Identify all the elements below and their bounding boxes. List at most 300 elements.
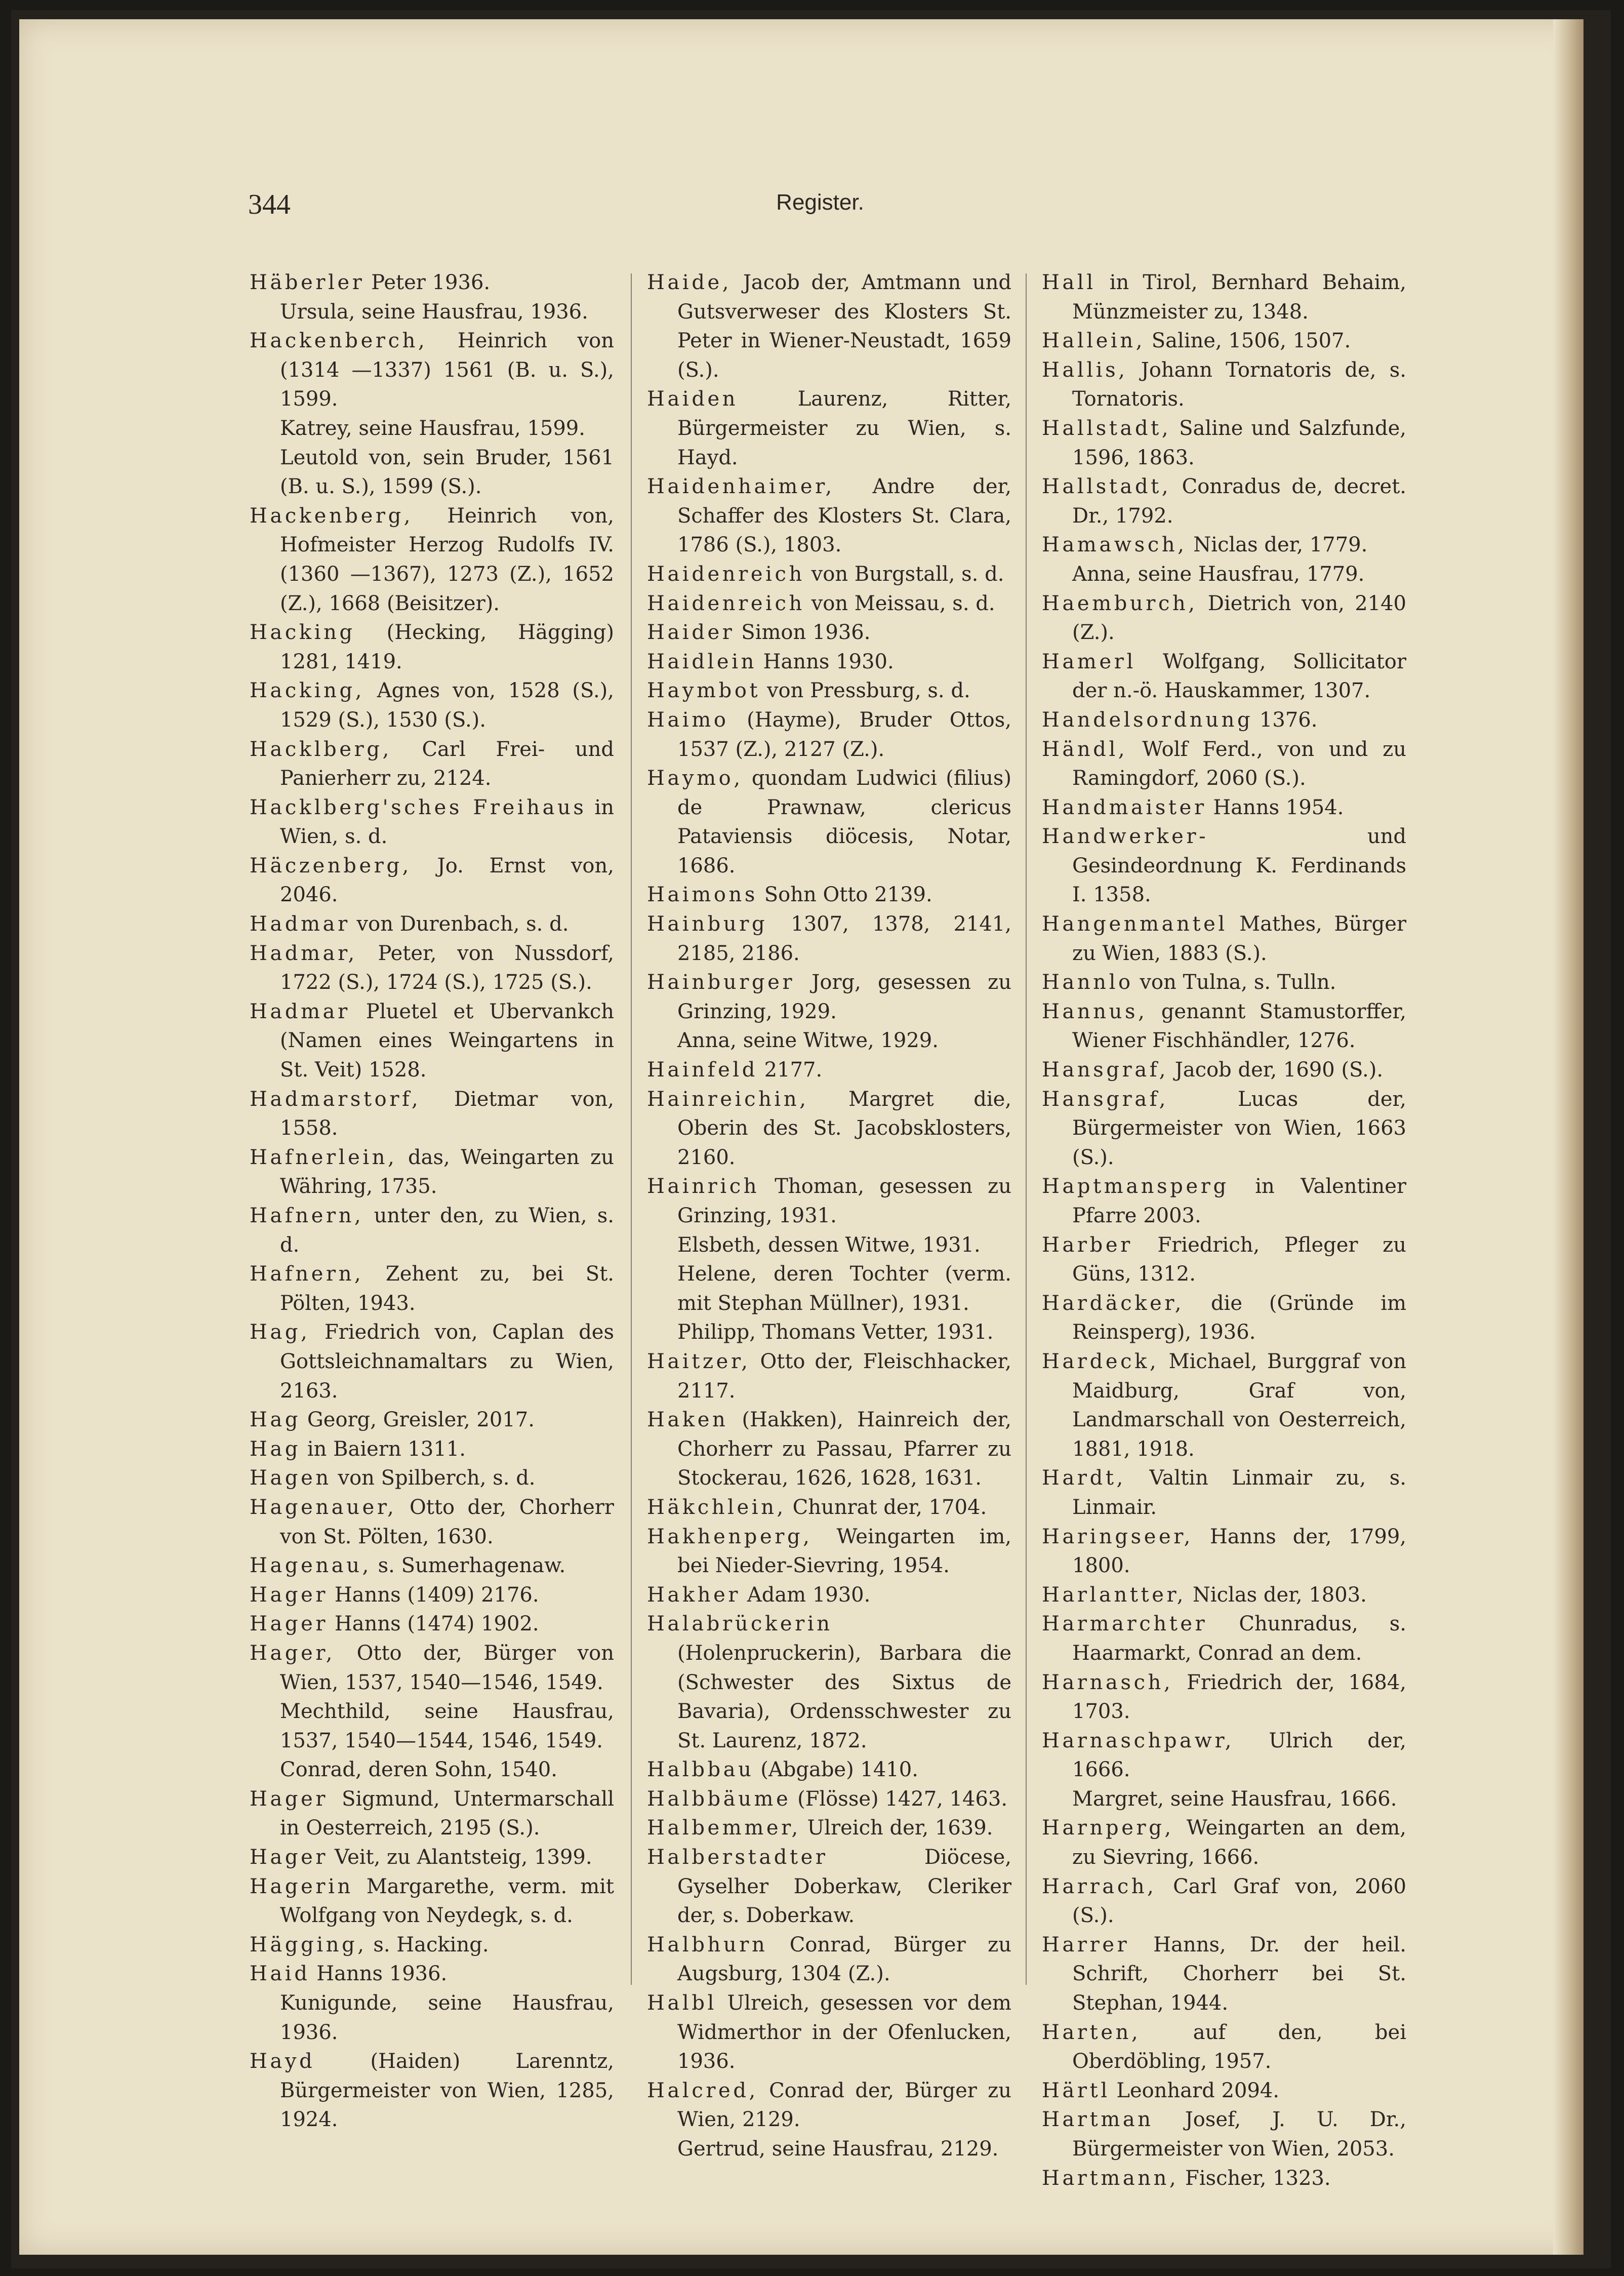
register-entry [647, 1172, 1011, 1230]
register-subentry [250, 414, 614, 444]
entry-text: Otto der, Chorherr von St. Pölten, 1630. [280, 1495, 614, 1548]
entry-text: Conrad, Bürger zu Augsburg, 1304 (Z.). [677, 1933, 1011, 1986]
entry-text: Michael, Burggraf von Maidburg, Graf von, Landmarschall von Oesterreich, 1881, 1918. [1072, 1349, 1406, 1461]
entry-text: Diöcese, Gyselher Doberkaw, Cleriker der, s. Doberkaw. [677, 1846, 1011, 1928]
register-entry [250, 910, 614, 939]
entry-text: von Tulna, s. Tulln. [1133, 971, 1336, 994]
entry-headword: Haimons [647, 883, 758, 907]
entry-text: Ulreich der, 1639. [800, 1816, 993, 1840]
entry-text: von Durenbach, s. d. [350, 912, 569, 936]
entry-headword: Halbbäume [647, 1787, 791, 1811]
entry-headword: Hadmar [250, 1000, 350, 1023]
register-entry [1042, 910, 1406, 968]
register-entry [1042, 1231, 1406, 1289]
register-entry [1042, 1056, 1406, 1085]
register-entry [647, 268, 1011, 385]
register-entry [647, 1610, 1011, 1755]
register-entry [1042, 1931, 1406, 2018]
entry-text: Mechthild, seine Hausfrau, 1537, 1540—1544, 1546, 1549. [280, 1700, 614, 1752]
entry-headword: Haidlein [647, 650, 757, 673]
entry-headword: Hamawsch, [1042, 533, 1187, 557]
entry-headword: Hallstadt, [1042, 475, 1171, 499]
entry-text: Ulreich, gesessen vor dem Widmerthor in der Ofenlucken, 1936. [677, 1991, 1011, 2073]
entry-text: Lucas der, Bürgermeister von Wien, 1663 (S.). [1072, 1087, 1406, 1169]
entry-headword: Hafnern, [250, 1262, 364, 1286]
entry-text: Wolf Ferd., von und zu Ramingdorf, 2060 (S.). [1072, 737, 1406, 790]
entry-text: quondam Ludwici (filius) de Prawnaw, clericus Pataviensis diöcesis, Notar, 1686. [677, 767, 1011, 877]
register-entry [1042, 472, 1406, 531]
register-entry [1042, 2164, 1406, 2193]
entry-headword: Hardt, [1042, 1466, 1126, 1490]
entry-text: Katrey, seine Hausfrau, 1599. [280, 416, 585, 440]
entry-text: Hanns 1954. [1206, 795, 1344, 819]
register-entry [647, 910, 1011, 968]
entry-text: Hanns, Dr. der heil. Schrift, Chorherr bei St. Stephan, 1944. [1072, 1933, 1406, 2015]
entry-text: Helene, deren Tochter (verm. mit Stephan Müllner), 1931. [677, 1262, 1011, 1315]
register-entry [1042, 1172, 1406, 1230]
entry-headword: Hartman [1042, 2108, 1154, 2132]
register-subentry [1042, 560, 1406, 589]
entry-headword: Händl, [1042, 737, 1128, 761]
entry-text: (Hayme), Bruder Ottos, 1537 (Z.), 2127 (Z.). [677, 708, 1011, 761]
running-head: Register. [776, 190, 864, 215]
entry-headword: Haiden [647, 387, 739, 411]
register-entry [1042, 648, 1406, 706]
entry-text: Fischer, 1323. [1179, 2166, 1331, 2190]
register-entry [1042, 968, 1406, 997]
entry-headword: Haemburch, [1042, 591, 1198, 615]
entry-headword: Haidenreich [647, 591, 805, 615]
entry-headword: Hagerin [250, 1874, 353, 1898]
entry-headword: Hainburg [647, 912, 768, 936]
entry-headword: Handmaister [1042, 795, 1207, 819]
entry-text: Conrad, deren Sohn, 1540. [280, 1758, 557, 1782]
entry-headword: Hamerl [1042, 650, 1136, 673]
entry-text: Weingarten an dem, zu Sievring, 1666. [1072, 1816, 1406, 1869]
entry-headword: Harnperg, [1042, 1816, 1174, 1840]
entry-text: Ulrich der, 1666. [1072, 1729, 1406, 1782]
entry-headword: Haken [647, 1408, 728, 1432]
entry-text: s. Hacking. [367, 1933, 489, 1956]
register-entry [647, 472, 1011, 560]
register-entry [250, 1493, 614, 1551]
entry-text: Jacob der, 1690 (S.). [1168, 1058, 1384, 1082]
entry-text: (Holenpruckerin), Barbara die (Schwester des Sixtus de Bavaria), Ordensschwester zu St. Laurenz, 1872. [677, 1641, 1011, 1752]
register-entry [647, 1755, 1011, 1785]
entry-text: Simon 1936. [735, 621, 871, 645]
register-entry [1042, 1464, 1406, 1522]
entry-headword: Hagenauer, [250, 1495, 397, 1519]
register-entry [1042, 1610, 1406, 1668]
register-entry [1042, 997, 1406, 1056]
entry-text: Thoman, gesessen zu Grinzing, 1931. [677, 1175, 1011, 1227]
register-entry [647, 1843, 1011, 1931]
entry-text: s. Sumerhagenaw. [371, 1554, 566, 1578]
entry-text: in Wien, s. d. [280, 795, 614, 849]
register-entry [647, 1406, 1011, 1493]
page-spine-shadow [1553, 19, 1584, 2255]
register-entry [1042, 1085, 1406, 1173]
register-entry [647, 1347, 1011, 1406]
register-subentry [250, 444, 614, 502]
entry-text: Zehent zu, bei St. Pölten, 1943. [280, 1262, 614, 1315]
entry-text: Pluetel et Ubervankch (Namen eines Weingartens in St. Veit) 1528. [280, 1000, 614, 1082]
entry-headword: Hager [250, 1846, 329, 1869]
entry-text: Anna, seine Hausfrau, 1779. [1072, 562, 1365, 586]
register-entry [250, 793, 614, 852]
register-entry [647, 648, 1011, 677]
entry-headword: Hakhenperg, [647, 1525, 813, 1548]
entry-headword: Haimo [647, 708, 729, 732]
entry-headword: Hackenberg, [250, 504, 414, 528]
register-subentry [1042, 1785, 1406, 1814]
entry-headword: Hacking [250, 621, 355, 645]
register-entry [1042, 414, 1406, 472]
entry-text: Peter, von Nussdorf, 1722 (S.), 1724 (S.), 1725 (S.). [280, 941, 614, 994]
register-entry [1042, 706, 1406, 735]
register-entry [1042, 2018, 1406, 2077]
register-entry [250, 1464, 614, 1493]
entry-headword: Haidenreich [647, 562, 805, 586]
entry-headword: Hallstadt, [1042, 416, 1171, 440]
entry-headword: Hadmar, [250, 941, 357, 965]
entry-headword: Hag [250, 1437, 301, 1461]
entry-headword: Hager [250, 1787, 329, 1811]
entry-headword: Härtl [1042, 2079, 1110, 2102]
register-entry [647, 1989, 1011, 2077]
entry-headword: Hansgraf, [1042, 1087, 1169, 1111]
entry-headword: Halcred, [647, 2079, 758, 2102]
entry-text: Elsbeth, dessen Witwe, 1931. [677, 1233, 981, 1257]
entry-headword: Hannlo [1042, 971, 1133, 994]
entry-text: Sohn Otto 2139. [758, 883, 932, 907]
register-subentry [647, 1026, 1011, 1056]
entry-text: 2177. [757, 1058, 823, 1082]
register-entry [647, 1056, 1011, 1085]
register-entry [647, 968, 1011, 1026]
register-entry [250, 1931, 614, 1960]
entry-text: Conrad der, Bürger zu Wien, 2129. [677, 2079, 1011, 2132]
entry-text: Adam 1930. [741, 1583, 871, 1607]
entry-text: Heinrich von (1314 —1337) 1561 (B. u. S.), 1599. [280, 329, 614, 411]
entry-headword: Hangenmantel [1042, 912, 1228, 936]
register-entry [250, 1639, 614, 1697]
register-entry [250, 1260, 614, 1318]
entry-headword: Hagen [250, 1466, 332, 1490]
entry-text: Otto der, Bürger von Wien, 1537, 1540—1546, 1549. [280, 1641, 614, 1694]
register-entry [647, 589, 1011, 619]
page-number: 344 [248, 189, 291, 220]
entry-headword: Hager [250, 1612, 329, 1636]
register-entry [250, 268, 614, 298]
entry-text: Dietrich von, 2140 (Z.). [1072, 591, 1406, 645]
entry-headword: Harnaschpawr, [1042, 1729, 1235, 1752]
entry-text: Laurenz, Ritter, Bürgermeister zu Wien, s. Hayd. [677, 387, 1011, 469]
register-entry [647, 764, 1011, 881]
entry-headword: Häkchlein, [647, 1495, 786, 1519]
register-entry [250, 1202, 614, 1260]
entry-headword: Hakher [647, 1583, 741, 1607]
entry-headword: Hag [250, 1408, 301, 1432]
entry-headword: Haymo, [647, 767, 743, 790]
entry-text: die (Gründe im Reinsperg), 1936. [1072, 1291, 1406, 1344]
register-entry [250, 618, 614, 676]
entry-headword: Hainburger [647, 971, 795, 994]
entry-headword: Haid [250, 1962, 310, 1986]
entry-text: genannt Stamustorffer, Wiener Fischhändler, 1276. [1072, 1000, 1406, 1053]
register-entry [647, 1931, 1011, 1989]
entry-text: Saline und Salzfunde, 1596, 1863. [1072, 416, 1406, 469]
register-entry [647, 1085, 1011, 1173]
entry-text: Hanns (1474) 1902. [328, 1612, 539, 1636]
entry-text: von Spilberch, s. d. [331, 1466, 536, 1490]
register-entry [250, 1960, 614, 1989]
entry-headword: Hagenau, [250, 1554, 372, 1578]
register-entry [1042, 1814, 1406, 1872]
register-subentry [250, 1989, 614, 2047]
register-entry [1042, 531, 1406, 560]
entry-headword: Hackenberch, [250, 329, 428, 353]
register-subentry [647, 1231, 1011, 1260]
register-column-3 [1042, 268, 1406, 2193]
entry-text: auf den, bei Oberdöbling, 1957. [1072, 2020, 1406, 2073]
register-entry [647, 881, 1011, 910]
register-entry [1042, 268, 1406, 327]
entry-text: Weingarten im, bei Nieder-Sievring, 1954. [677, 1525, 1011, 1578]
register-entry [1042, 735, 1406, 793]
entry-text: Agnes von, 1528 (S.), 1529 (S.), 1530 (S.). [280, 679, 614, 732]
entry-text: Hanns 1930. [756, 650, 894, 673]
entry-text: 1376. [1253, 708, 1318, 732]
entry-text: Hanns der, 1799, 1800. [1072, 1525, 1406, 1578]
entry-text: Friedrich von, Caplan des Gottsleichnamaltars zu Wien, 2163. [280, 1321, 614, 1403]
entry-text: Georg, Greisler, 2017. [301, 1408, 535, 1432]
register-entry [647, 676, 1011, 706]
register-entry [1042, 589, 1406, 648]
entry-headword: Hall [1042, 271, 1096, 294]
register-entry [1042, 1523, 1406, 1581]
entry-headword: Haider [647, 621, 735, 645]
entry-headword: Halbhurn [647, 1933, 768, 1956]
entry-text: Friedrich der, 1684, 1703. [1072, 1670, 1406, 1724]
entry-text: Otto der, Fleischhacker, 2117. [677, 1349, 1011, 1403]
register-entry [250, 1785, 614, 1843]
entry-headword: Hannus, [1042, 1000, 1148, 1023]
entry-headword: Häberler [250, 271, 365, 294]
entry-text: Kunigunde, seine Hausfrau, 1936. [280, 1991, 614, 2044]
entry-text: von Burgstall, s. d. [804, 562, 1004, 586]
entry-headword: Harnasch, [1042, 1670, 1173, 1694]
register-subentry [250, 1755, 614, 1785]
entry-headword: Hardäcker, [1042, 1291, 1185, 1315]
entry-text: Johann Tornatoris de, s. Tornatoris. [1072, 358, 1406, 411]
register-entry [250, 1435, 614, 1464]
entry-text: Saline, 1506, 1507. [1145, 329, 1351, 353]
entry-text: und Gesindeordnung K. Ferdinands I. 1358. [1072, 825, 1406, 907]
register-entry [647, 618, 1011, 648]
entry-text: (Flösse) 1427, 1463. [791, 1787, 1008, 1811]
register-subentry [647, 2135, 1011, 2164]
entry-headword: Harmarchter [1042, 1612, 1208, 1636]
register-entry [250, 2047, 614, 2135]
entry-text: Margret, seine Hausfrau, 1666. [1072, 1787, 1397, 1811]
entry-text: Andre der, Schaffer des Klosters St. Clara, 1786 (S.), 1803. [677, 475, 1011, 557]
entry-headword: Hägging, [250, 1933, 367, 1956]
entry-headword: Harten, [1042, 2020, 1141, 2044]
register-entry [647, 1581, 1011, 1610]
entry-text: Jacob der, Amtmann und Gutsverweser des Klosters St. Peter in Wiener-Neustadt, 1659 (S.). [677, 271, 1011, 382]
entry-text: Hanns 1936. [310, 1962, 448, 1986]
entry-text: Gertrud, seine Hausfrau, 2129. [677, 2137, 999, 2161]
entry-headword: Hallis, [1042, 358, 1128, 382]
entry-headword: Halbl [647, 1991, 717, 2015]
entry-text: 1307, 1378, 2141, 2185, 2186. [677, 912, 1011, 965]
register-entry [250, 1085, 614, 1143]
column-divider [1026, 273, 1027, 1985]
entry-text: Friedrich, Pfleger zu Güns, 1312. [1072, 1233, 1406, 1286]
entry-text: Leonhard 2094. [1110, 2079, 1280, 2102]
entry-headword: Hainfeld [647, 1058, 758, 1082]
entry-headword: Häczenberg, [250, 854, 412, 877]
entry-headword: Hainrich [647, 1175, 760, 1199]
register-entry [647, 560, 1011, 589]
register-entry [250, 676, 614, 735]
register-column-1 [250, 268, 614, 2135]
register-entry [250, 1872, 614, 1931]
entry-text: Hanns (1409) 2176. [328, 1583, 539, 1607]
entry-headword: Haidenhaimer, [647, 475, 835, 499]
entry-text: in Valentiner Pfarre 2003. [1072, 1175, 1406, 1227]
entry-text: Veit, zu Alantsteig, 1399. [328, 1846, 592, 1869]
register-entry [250, 939, 614, 997]
entry-headword: Hacklberg, [250, 737, 392, 761]
entry-text: Niclas der, 1779. [1187, 533, 1368, 557]
entry-headword: Haringseer, [1042, 1525, 1193, 1548]
register-entry [250, 997, 614, 1085]
register-entry [647, 706, 1011, 764]
entry-text: Heinrich von, Hofmeister Herzog Rudolfs IV. (1360 —1367), 1273 (Z.), 1652 (Z.), 1668 (Beisitzer). [280, 504, 614, 615]
entry-text: Wolfgang, Sollicitator der n.-ö. Hauskammer, 1307. [1072, 650, 1406, 703]
entry-headword: Hacklberg'sches Freihaus [250, 795, 587, 819]
entry-headword: Harrer [1042, 1933, 1130, 1956]
entry-headword: Hager [250, 1583, 329, 1607]
register-column-2 [647, 268, 1011, 2164]
entry-headword: Hafnern, [250, 1204, 364, 1227]
register-entry [647, 1493, 1011, 1523]
entry-headword: Hartmann, [1042, 2166, 1179, 2190]
entry-text: (Haiden) Larenntz, Bürgermeister von Wien, 1285, 1924. [280, 2050, 614, 2132]
register-entry [1042, 822, 1406, 910]
register-subentry [250, 1697, 614, 1755]
entry-text: Josef, J. U. Dr., Bürgermeister von Wien, 2053. [1072, 2108, 1406, 2161]
entry-headword: Hager, [250, 1641, 336, 1665]
entry-text: Chunrat der, 1704. [786, 1495, 987, 1519]
entry-headword: Harber [1042, 1233, 1133, 1257]
entry-headword: Hayd [250, 2050, 315, 2073]
entry-text: von Pressburg, s. d. [760, 679, 970, 703]
entry-headword: Halabrückerin [647, 1612, 833, 1636]
register-entry [647, 1523, 1011, 1581]
register-entry [1042, 2105, 1406, 2164]
entry-text: Peter 1936. [364, 271, 491, 294]
entry-text: (Hakken), Hainreich der, Chorherr zu Passau, Pfarrer zu Stockerau, 1626, 1628, 1631. [677, 1408, 1011, 1490]
register-entry [1042, 1668, 1406, 1727]
register-entry [1042, 1289, 1406, 1347]
entry-headword: Hadmar [250, 912, 350, 936]
entry-text: Anna, seine Witwe, 1929. [677, 1029, 939, 1053]
register-entry [1042, 327, 1406, 356]
register-subentry [647, 1260, 1011, 1318]
entry-text: Chunradus, s. Haarmarkt, Conrad an dem. [1072, 1612, 1406, 1665]
entry-headword: Hag, [250, 1321, 310, 1344]
entry-text: Niclas der, 1803. [1186, 1583, 1367, 1607]
register-entry [647, 1785, 1011, 1814]
entry-headword: Harrach, [1042, 1874, 1157, 1898]
register-subentry [647, 1318, 1011, 1347]
entry-text: Philipp, Thomans Vetter, 1931. [677, 1321, 994, 1344]
register-entry [250, 1143, 614, 1202]
entry-headword: Handelsordnung [1042, 708, 1253, 732]
entry-text: von Meissau, s. d. [804, 591, 995, 615]
register-entry [250, 327, 614, 414]
column-divider [631, 273, 632, 1985]
entry-headword: Haide, [647, 271, 732, 294]
entry-text: Leutold von, sein Bruder, 1561 (B. u. S.), 1599 (S.). [280, 446, 614, 499]
entry-text: in Baiern 1311. [301, 1437, 466, 1461]
register-entry [1042, 356, 1406, 414]
entry-text: Margarethe, verm. mit Wolfgang von Neydegk, s. d. [280, 1874, 614, 1928]
entry-text: Jo. Ernst von, 2046. [280, 854, 614, 907]
register-subentry [250, 298, 614, 327]
register-entry [1042, 1727, 1406, 1785]
entry-text: das, Weingarten zu Währing, 1735. [280, 1145, 614, 1199]
register-entry [250, 502, 614, 618]
entry-text: Carl Graf von, 2060 (S.). [1072, 1874, 1406, 1928]
entry-headword: Halbemmer, [647, 1816, 801, 1840]
entry-headword: Haymbot [647, 679, 761, 703]
entry-headword: Haptmansperg [1042, 1175, 1229, 1199]
register-entry [647, 1814, 1011, 1843]
register-entry [250, 1318, 614, 1406]
entry-headword: Harlantter, [1042, 1583, 1187, 1607]
entry-headword: Hadmarstorf, [250, 1087, 421, 1111]
register-entry [250, 1581, 614, 1610]
entry-text: Jorg, gesessen zu Grinzing, 1929. [677, 971, 1011, 1023]
entry-headword: Halberstadter [647, 1846, 828, 1869]
register-entry [647, 2077, 1011, 2135]
entry-headword: Halbbau [647, 1758, 754, 1782]
entry-text: Margret die, Oberin des St. Jacobsklosters, 2160. [677, 1087, 1011, 1169]
register-entry [1042, 2077, 1406, 2106]
entry-text: Mathes, Bürger zu Wien, 1883 (S.). [1072, 912, 1406, 965]
entry-text: Conradus de, decret. Dr., 1792. [1072, 475, 1406, 528]
entry-text: Ursula, seine Hausfrau, 1936. [280, 300, 588, 324]
entry-text: (Abgabe) 1410. [754, 1758, 918, 1782]
entry-text: Sigmund, Untermarschall in Oesterreich, 2195 (S.). [280, 1787, 614, 1840]
register-entry [250, 1551, 614, 1581]
entry-text: Dietmar von, 1558. [280, 1087, 614, 1140]
register-entry [250, 852, 614, 910]
register-entry [250, 1610, 614, 1639]
register-entry [1042, 1347, 1406, 1464]
entry-headword: Handwerker- [1042, 825, 1209, 849]
register-entry [647, 385, 1011, 472]
entry-text: Valtin Linmair zu, s. Linmair. [1072, 1466, 1406, 1519]
entry-text: Carl Frei- und Panierherr zu, 2124. [280, 737, 614, 790]
register-entry [250, 735, 614, 793]
entry-headword: Hardeck, [1042, 1349, 1159, 1373]
entry-text: unter den, zu Wien, s. d. [280, 1204, 614, 1257]
